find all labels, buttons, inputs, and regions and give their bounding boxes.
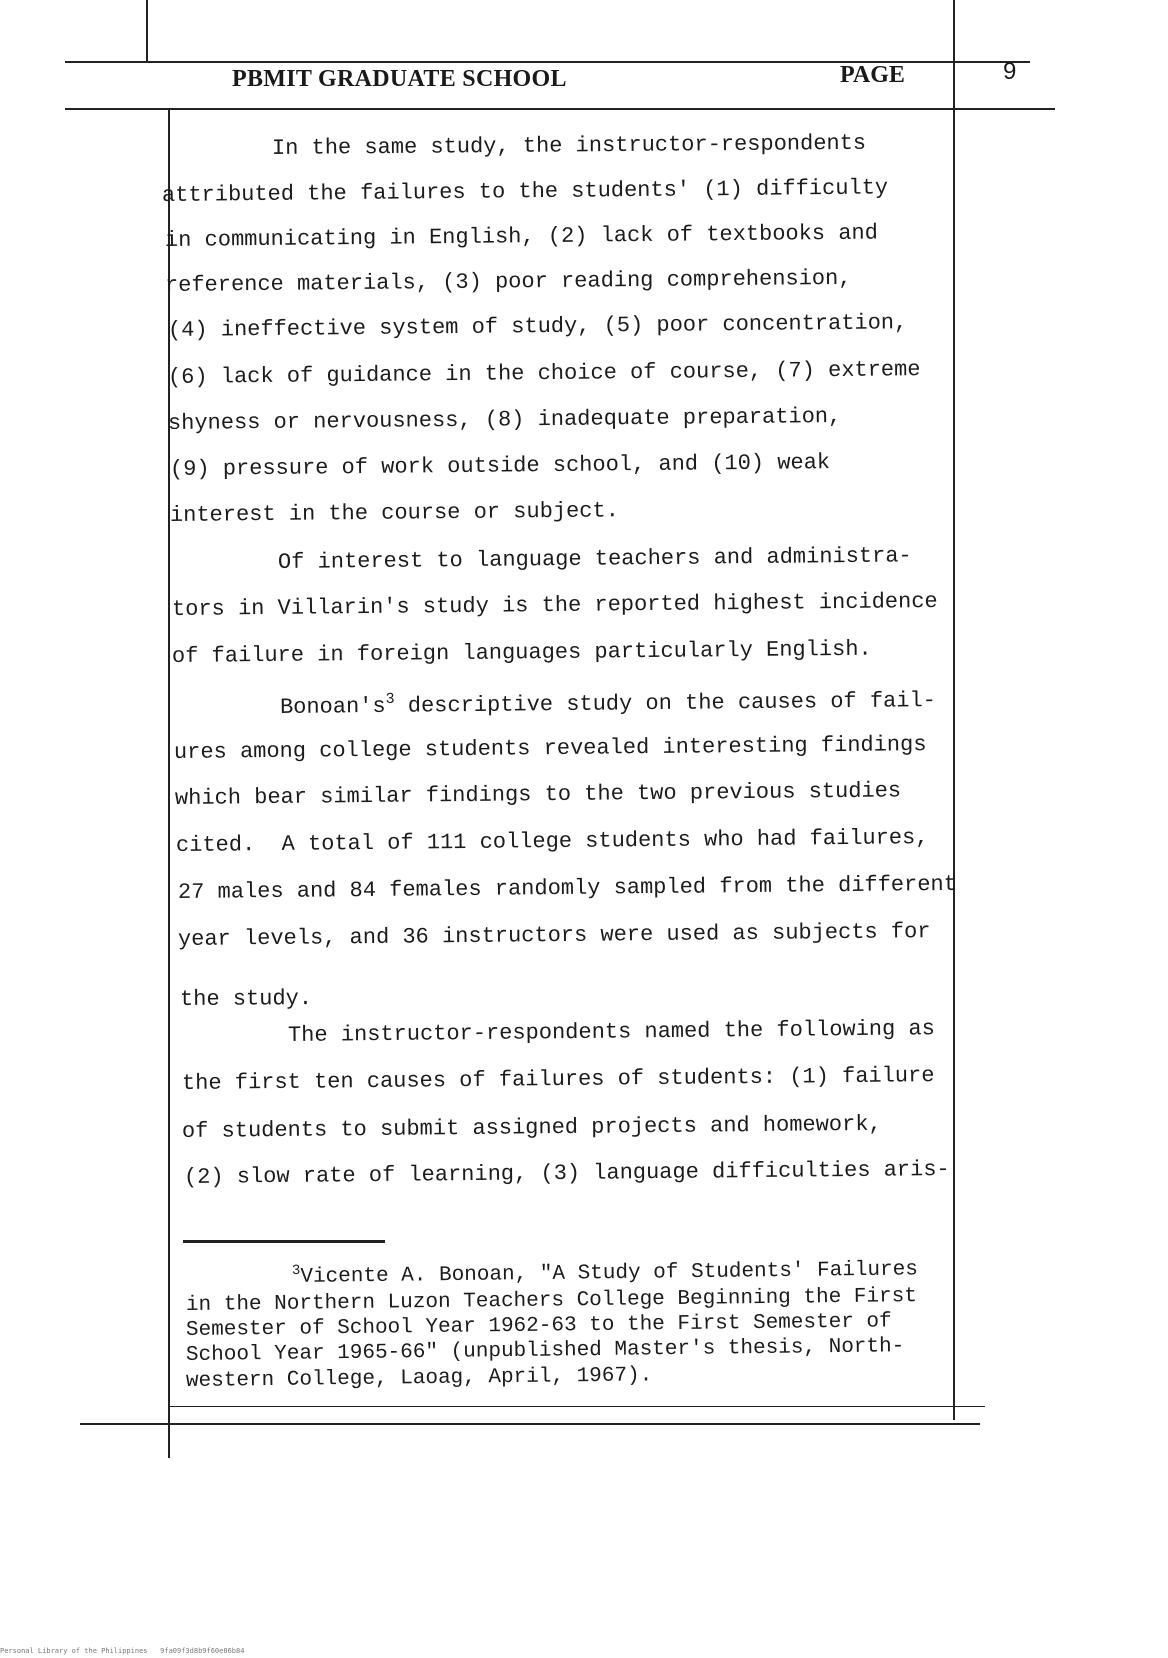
bottom-rule: [80, 1423, 980, 1425]
footnote-rule: [183, 1240, 385, 1243]
body-line: [280, 685, 936, 720]
school-name: PBMIT GRADUATE SCHOOL: [232, 66, 567, 92]
left-margin-rule: [146, 0, 148, 62]
body-line: (2) slow rate of learning, (3) language difficulties aris-: [183, 1156, 950, 1190]
footnote-line: [292, 1256, 918, 1288]
body-line-start: Bonoan's: [279, 693, 386, 720]
body-line-end: descriptive study on the causes of fail-: [394, 688, 937, 719]
body-line: tors in Villarin's study is the reported highest incidence: [171, 588, 938, 622]
body-line: attributed the failures to the students' (1) difficulty: [161, 175, 889, 208]
body-line: which bear similar findings to the two previous studies: [174, 778, 902, 811]
body-line: 27 males and 84 females randomly sampled from the different: [177, 871, 958, 905]
body-line: reference materials, (3) poor reading comprehension,: [164, 265, 852, 298]
body-line: shyness or nervousness, (8) inadequate preparation,: [167, 403, 842, 436]
page-number: 9: [1003, 58, 1017, 85]
body-line: the study.: [179, 986, 313, 1012]
right-margin-rule: [953, 0, 955, 1420]
footnote-reference: 3: [385, 690, 395, 708]
footnote-line: Semester of School Year 1962-63 to the First Semester of: [185, 1310, 892, 1342]
body-line: year levels, and 36 instructors were used as subjects for: [177, 919, 931, 952]
footnote-marker: 3: [291, 1262, 301, 1279]
bottom-short-rule: [170, 1406, 985, 1407]
header-rule: [65, 108, 1055, 110]
body-line: Of interest to language teachers and administra-: [277, 543, 912, 575]
body-line: (9) pressure of work outside school, and (10) weak: [169, 450, 831, 482]
body-line: (6) lack of guidance in the choice of course, (7) extreme: [167, 357, 921, 390]
page-label: PAGE: [840, 62, 905, 88]
body-line: of students to submit assigned projects and homework,: [181, 1111, 882, 1144]
body-line: cited. A total of 111 college students who had failures,: [175, 825, 929, 858]
body-line: interest in the course or subject.: [169, 498, 619, 528]
left-text-rule: [168, 108, 170, 1458]
scan-stamp: Personal Library of the Philippines 9fa09f3d8b9f60e86b84: [0, 1647, 245, 1655]
body-line: in communicating in English, (2) lack of textbooks and: [164, 220, 879, 253]
body-line: ures among college students revealed interesting findings: [173, 732, 927, 765]
body-line: In the same study, the instructor-respondents: [271, 130, 867, 161]
body-line: the first ten causes of failures of students: (1) failure: [181, 1063, 935, 1096]
footnote-line: in the Northern Luzon Teachers College Beginning the First: [185, 1285, 918, 1317]
body-line: (4) ineffective system of study, (5) poor concentration,: [167, 310, 908, 343]
footnote-text: Vicente A. Bonoan, "A Study of Students' Failures: [300, 1258, 919, 1289]
footnote-line: western College, Laoag, April, 1967).: [185, 1364, 653, 1393]
body-line: The instructor-respondents named the following as: [287, 1016, 936, 1048]
body-line: of failure in foreign languages particularly English.: [171, 636, 872, 669]
footnote-line: School Year 1965-66" (unpublished Master's thesis, North-: [185, 1335, 905, 1367]
